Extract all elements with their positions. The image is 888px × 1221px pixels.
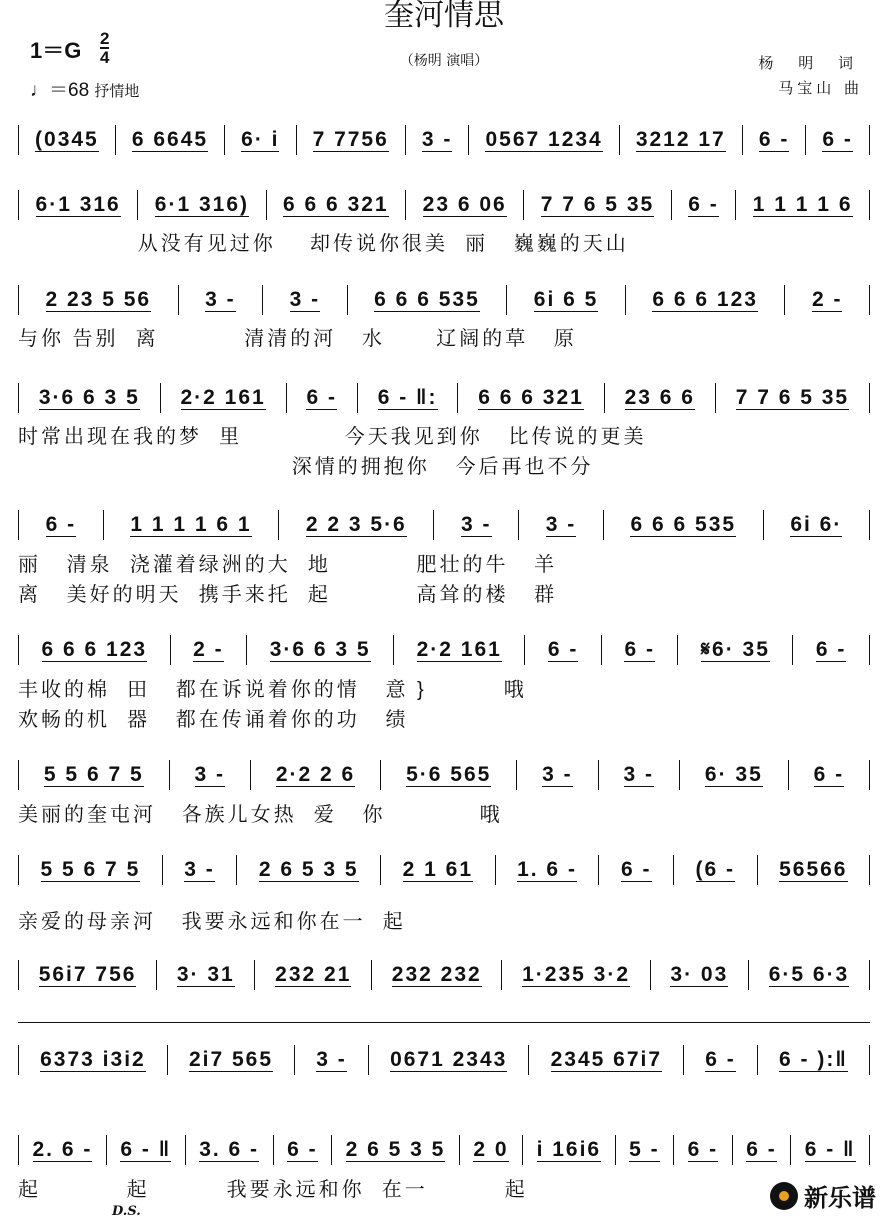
measure bbox=[406, 125, 470, 155]
tempo-value: ♩＝68 bbox=[30, 80, 90, 101]
measure bbox=[434, 510, 519, 540]
measure bbox=[529, 1045, 684, 1075]
measure-notes: 6 - ‖ bbox=[804, 1137, 856, 1161]
measure bbox=[789, 760, 870, 790]
measure bbox=[297, 125, 406, 155]
measure-notes: 2 6 5 3 5 bbox=[258, 857, 359, 881]
measure bbox=[18, 1135, 107, 1165]
measure bbox=[469, 125, 619, 155]
measure-notes: 6 - bbox=[705, 1047, 736, 1071]
measure bbox=[157, 960, 255, 990]
measure-notes: 6373 i3i2 bbox=[40, 1047, 146, 1071]
measure bbox=[18, 855, 163, 885]
measure-notes: 3 - bbox=[542, 762, 573, 786]
measure-notes: 2. 6 - bbox=[32, 1137, 93, 1161]
staff-row bbox=[18, 1135, 870, 1165]
measure bbox=[116, 125, 225, 155]
measure-notes: 3 - bbox=[421, 127, 453, 151]
measure-notes: 3 - bbox=[289, 287, 321, 311]
repeat-bracket-line bbox=[18, 1022, 870, 1023]
lyrics-line: 亲爱的母亲河 我要永远和你在一 起 bbox=[18, 911, 406, 933]
measure bbox=[605, 383, 716, 413]
staff-row bbox=[18, 383, 870, 413]
measure bbox=[599, 760, 680, 790]
measure-notes: 6· i bbox=[241, 127, 280, 151]
lyrics-line: 起 起 我要永远和你 在一 起 bbox=[18, 1179, 528, 1201]
measure-notes: 1. 6 - bbox=[517, 857, 577, 881]
measure bbox=[519, 510, 604, 540]
measure bbox=[372, 960, 502, 990]
staff-row bbox=[18, 125, 870, 155]
measure bbox=[496, 855, 600, 885]
measure bbox=[18, 190, 138, 220]
measure bbox=[785, 285, 870, 315]
staff-row bbox=[18, 285, 870, 315]
measure-notes: 23 6 06 bbox=[422, 192, 507, 216]
measure bbox=[179, 285, 264, 315]
expression-marking: 抒情地 bbox=[94, 82, 140, 100]
measure bbox=[263, 285, 348, 315]
staff-row bbox=[18, 760, 870, 790]
measure-notes: 6 6645 bbox=[131, 127, 209, 151]
measure-notes: 6 6 6 535 bbox=[630, 512, 737, 536]
measure-notes: 2 6 5 3 5 bbox=[345, 1137, 446, 1161]
measure-notes: 6 - bbox=[306, 385, 337, 409]
measure bbox=[161, 383, 287, 413]
lyrics-line: 深情的拥抱你 今后再也不分 bbox=[18, 456, 594, 478]
measure bbox=[806, 125, 870, 155]
vinyl-disc-icon bbox=[770, 1182, 798, 1210]
measure bbox=[743, 125, 807, 155]
measure-notes: 6 - bbox=[45, 512, 77, 536]
measure-notes: 3·6 6 3 5 bbox=[38, 385, 140, 409]
measure-notes: 6 - bbox=[813, 762, 845, 786]
measure-notes: 1 1 1 1 6 bbox=[752, 192, 853, 216]
measure-notes: 7 7756 bbox=[312, 127, 389, 151]
measure bbox=[104, 510, 279, 540]
measure bbox=[502, 960, 650, 990]
measure bbox=[517, 760, 598, 790]
measure bbox=[225, 125, 296, 155]
measure bbox=[758, 855, 870, 885]
measure-notes: 232 232 bbox=[391, 962, 482, 986]
measure bbox=[287, 383, 358, 413]
measure-notes: 6 - bbox=[624, 637, 655, 661]
measure bbox=[255, 960, 372, 990]
measure-notes: 6 6 6 321 bbox=[283, 192, 389, 216]
measure-notes: 6 6 6 123 bbox=[41, 637, 148, 661]
measure bbox=[680, 760, 789, 790]
measure bbox=[358, 383, 459, 413]
measure-notes: 6 - bbox=[287, 1137, 318, 1161]
measure-notes: 2·2 2 6 bbox=[275, 762, 356, 786]
staff-row bbox=[18, 635, 870, 665]
measure-notes: 6 - bbox=[822, 127, 853, 151]
lyrics-line: 美丽的奎屯河 各族儿女热 爱 你 哦 bbox=[18, 804, 503, 826]
measure bbox=[186, 1135, 274, 1165]
site-logo bbox=[770, 1178, 876, 1213]
measure-notes: 1·235 3·2 bbox=[522, 962, 631, 986]
song-title: 奎河情思 bbox=[384, 0, 504, 32]
measure-notes: 6·1 316 bbox=[35, 192, 121, 216]
measure bbox=[620, 125, 743, 155]
measure-notes: 2 2 3 5·6 bbox=[305, 512, 407, 536]
measure-notes: 5·6 565 bbox=[406, 762, 492, 786]
measure-notes: 2 - bbox=[193, 637, 224, 661]
measure-notes: 6 - bbox=[815, 637, 847, 661]
measure bbox=[460, 1135, 523, 1165]
measure bbox=[251, 760, 381, 790]
lyrics-line: 丽 清泉 浇灌着绿洲的大 地 肥壮的牛 羊 bbox=[18, 554, 558, 576]
lyrics-line: 时常出现在我的梦 里 今天我见到你 比传说的更美 bbox=[18, 426, 647, 448]
measure-notes: 6 6 6 123 bbox=[652, 287, 758, 311]
measure bbox=[507, 285, 626, 315]
time-signature bbox=[100, 30, 109, 66]
singer-credit: （杨明 演唱） bbox=[399, 53, 489, 69]
measure-notes: 2345 67i7 bbox=[550, 1047, 663, 1071]
measure-notes: 23 6 6 bbox=[624, 385, 695, 409]
measure bbox=[237, 855, 381, 885]
measure bbox=[381, 760, 517, 790]
measure bbox=[602, 635, 679, 665]
measure-notes: 3· 31 bbox=[176, 962, 235, 986]
measure-notes: 6 - ‖ bbox=[120, 1137, 172, 1161]
measure bbox=[616, 1135, 675, 1165]
measure-notes: 6· 35 bbox=[704, 762, 763, 786]
measure-notes: 6 - bbox=[758, 127, 790, 151]
measure-notes: 6 - bbox=[687, 1137, 719, 1161]
measure bbox=[170, 760, 251, 790]
staff-row bbox=[18, 190, 870, 220]
composer-credit: 马宝山 曲 bbox=[778, 79, 863, 97]
measure-notes: 3 - bbox=[545, 512, 577, 536]
measure-notes: 6·1 316) bbox=[154, 192, 249, 216]
measure bbox=[523, 1135, 616, 1165]
measure bbox=[18, 760, 170, 790]
measure-notes: 6i 6· bbox=[790, 512, 843, 536]
measure-notes: 56i7 756 bbox=[38, 962, 137, 986]
measure bbox=[458, 383, 604, 413]
measure-notes: 1 1 1 1 6 1 bbox=[130, 512, 252, 536]
measure bbox=[18, 960, 157, 990]
measure-notes: 2i7 565 bbox=[188, 1047, 274, 1071]
measure-notes: 6·5 6·3 bbox=[768, 962, 850, 986]
measure-notes: 2 23 5 56 bbox=[45, 287, 152, 311]
measure-notes: 3· 03 bbox=[670, 962, 729, 986]
measure bbox=[168, 1045, 295, 1075]
measure-notes: 6 - bbox=[547, 637, 579, 661]
staff-row bbox=[18, 855, 870, 885]
time-signature-bottom: 4 bbox=[100, 48, 110, 67]
measure-notes: 7 7 6 5 35 bbox=[735, 385, 850, 409]
measure-notes: 3 - bbox=[460, 512, 492, 536]
measure bbox=[18, 383, 161, 413]
measure bbox=[171, 635, 248, 665]
measure bbox=[626, 285, 786, 315]
measure bbox=[163, 855, 238, 885]
logo-text: 新乐谱 bbox=[804, 1185, 876, 1212]
measure bbox=[381, 855, 495, 885]
measure-notes: 2 0 bbox=[473, 1137, 509, 1161]
measure bbox=[651, 960, 749, 990]
measure bbox=[749, 960, 870, 990]
tempo-marking bbox=[30, 75, 139, 102]
measure bbox=[678, 635, 793, 665]
measure-notes: 2·2 161 bbox=[416, 637, 502, 661]
measure-notes: 5 5 6 7 5 bbox=[43, 762, 144, 786]
measure-notes: 3 - bbox=[194, 762, 226, 786]
measure bbox=[394, 635, 525, 665]
measure-notes: 0567 1234 bbox=[485, 127, 603, 151]
dal-segno-mark: D.S. bbox=[112, 1204, 141, 1219]
lyricist-credit: 杨 明 词 bbox=[758, 54, 863, 72]
measure bbox=[684, 1045, 758, 1075]
measure bbox=[733, 1135, 792, 1165]
measure bbox=[332, 1135, 460, 1165]
measure-notes: 6 - bbox=[620, 857, 652, 881]
measure-notes: 5 - bbox=[629, 1137, 660, 1161]
measure bbox=[247, 635, 394, 665]
measure bbox=[674, 1135, 733, 1165]
staff-row bbox=[18, 510, 870, 540]
measure-notes: 3 - bbox=[184, 857, 215, 881]
measure bbox=[348, 285, 508, 315]
measure-notes: 6 - ‖: bbox=[377, 385, 438, 409]
measure-notes: 3 - bbox=[623, 762, 655, 786]
lyrics-line: 欢畅的机 器 都在传诵着你的功 绩 bbox=[18, 709, 409, 731]
measure bbox=[295, 1045, 369, 1075]
measure bbox=[716, 383, 870, 413]
measure-notes: 3212 17 bbox=[635, 127, 726, 151]
measure bbox=[604, 510, 764, 540]
measure bbox=[791, 1135, 870, 1165]
measure-notes: 2 1 61 bbox=[402, 857, 474, 881]
measure bbox=[18, 635, 171, 665]
measure-notes: (0345 bbox=[35, 127, 99, 151]
lyrics-line: 离 美好的明天 携手来托 起 高耸的楼 群 bbox=[18, 584, 558, 606]
time-signature-top: 2 bbox=[100, 29, 110, 48]
staff-row bbox=[18, 1045, 870, 1075]
measure-notes: 𝄋6· 35 bbox=[700, 637, 770, 661]
measure-notes: 232 21 bbox=[275, 962, 352, 986]
measure-notes: 3 - bbox=[316, 1047, 347, 1071]
measure bbox=[18, 125, 116, 155]
measure bbox=[672, 190, 737, 220]
measure bbox=[599, 855, 674, 885]
measure-notes: 2 - bbox=[811, 287, 843, 311]
key-signature: 1＝G bbox=[30, 38, 82, 63]
measure bbox=[369, 1045, 530, 1075]
measure bbox=[279, 510, 434, 540]
measure bbox=[18, 285, 179, 315]
measure-notes: 56566 bbox=[779, 857, 848, 881]
measure-notes: 2·2 161 bbox=[180, 385, 266, 409]
measure-notes: 6 6 6 535 bbox=[374, 287, 480, 311]
lyrics-line: 丰收的棉 田 都在诉说着你的情 意 } 哦 bbox=[18, 679, 527, 701]
measure bbox=[793, 635, 870, 665]
measure bbox=[406, 190, 524, 220]
measure bbox=[274, 1135, 333, 1165]
lyrics-line: 与你 告别 离 清清的河 水 辽阔的草 原 bbox=[18, 328, 577, 350]
measure-notes: 6i 6 5 bbox=[533, 287, 599, 311]
measure bbox=[764, 510, 870, 540]
measure-notes: 6 - bbox=[688, 192, 719, 216]
measure-notes: 6 - ):‖ bbox=[779, 1047, 848, 1071]
measure bbox=[736, 190, 870, 220]
measure bbox=[524, 190, 671, 220]
measure-notes: 3·6 6 3 5 bbox=[269, 637, 371, 661]
staff-row bbox=[18, 960, 870, 990]
measure-notes: 6 - bbox=[746, 1137, 777, 1161]
measure bbox=[107, 1135, 186, 1165]
measure bbox=[267, 190, 407, 220]
measure-notes: 6 6 6 321 bbox=[478, 385, 584, 409]
measure-notes: (6 - bbox=[695, 857, 736, 881]
measure-notes: 0671 2343 bbox=[390, 1047, 508, 1071]
measure bbox=[18, 510, 104, 540]
measure-notes: 7 7 6 5 35 bbox=[540, 192, 655, 216]
measure bbox=[758, 1045, 870, 1075]
measure-notes: 3 - bbox=[205, 287, 236, 311]
measure-notes: i 16i6 bbox=[536, 1137, 602, 1161]
measure-notes: 3. 6 - bbox=[199, 1137, 260, 1161]
measure bbox=[18, 1045, 168, 1075]
measure bbox=[138, 190, 266, 220]
lyrics-line: 从没有见过你 却传说你很美 丽 巍巍的天山 bbox=[18, 233, 629, 255]
measure bbox=[525, 635, 602, 665]
measure-notes: 5 5 6 7 5 bbox=[40, 857, 141, 881]
measure bbox=[674, 855, 758, 885]
